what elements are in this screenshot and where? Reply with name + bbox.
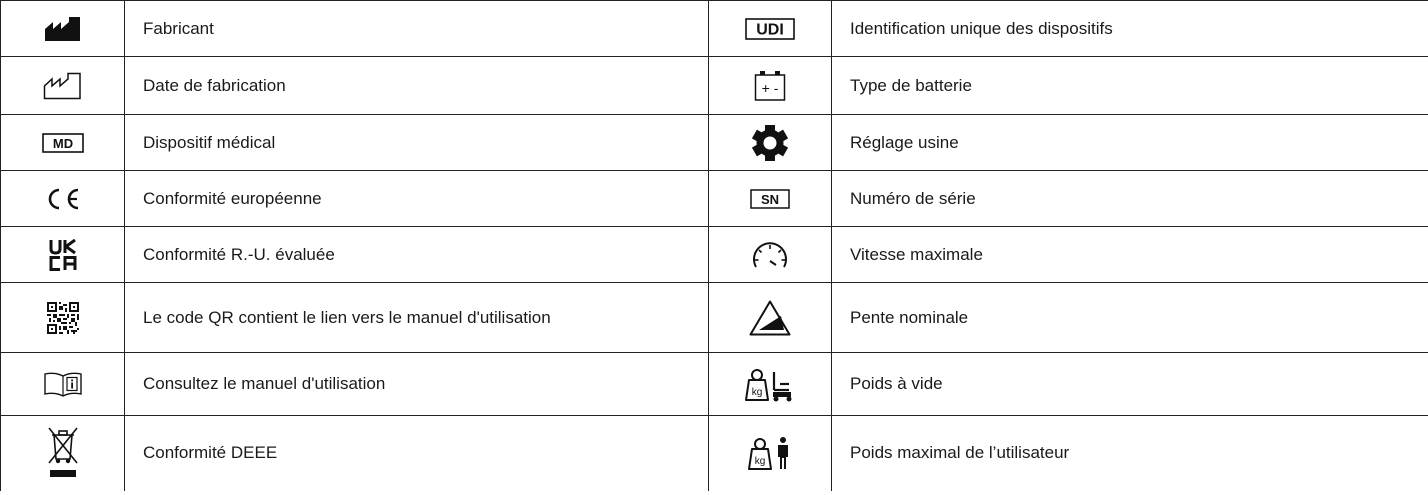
gear-icon — [751, 124, 789, 162]
icon-cell — [709, 227, 832, 283]
icon-cell — [1, 171, 125, 227]
symbol-description: Poids maximal de l’utilisateur — [832, 416, 1428, 491]
table-row — [1, 283, 1428, 353]
icon-cell — [709, 1, 832, 57]
svg-text:+ -: + - — [761, 79, 779, 96]
svg-text:MD: MD — [52, 135, 73, 151]
svg-text:UDI: UDI — [756, 21, 784, 38]
weee-crossed-bin-icon — [46, 425, 80, 481]
empty-weight-kg-wheelchair-icon — [745, 366, 795, 402]
symbol-description: Consultez le manuel d'utilisation — [125, 353, 709, 416]
symbol-description: Fabricant — [125, 1, 709, 57]
serial-number-sn-icon — [750, 189, 790, 209]
svg-text:kg: kg — [754, 456, 766, 468]
consult-manual-book-icon — [43, 371, 83, 397]
udi-icon — [745, 18, 795, 40]
symbol-description: Numéro de série — [832, 171, 1428, 227]
svg-text:kg: kg — [751, 387, 763, 398]
icon-cell — [709, 171, 832, 227]
table-row — [1, 353, 1428, 416]
icon-cell — [1, 416, 125, 491]
slope-triangle-icon — [748, 299, 792, 337]
icon-cell — [1, 115, 125, 171]
icon-cell — [1, 57, 125, 115]
qr-code-icon — [47, 302, 79, 334]
table-row — [1, 115, 1428, 171]
icon-cell — [709, 353, 832, 416]
table-row — [1, 171, 1428, 227]
symbol-description: Poids à vide — [832, 353, 1428, 416]
medical-device-md-icon — [42, 133, 84, 153]
ce-mark-icon — [44, 188, 82, 210]
max-user-weight-kg-person-icon — [748, 436, 792, 470]
symbol-description: Dispositif médical — [125, 115, 709, 171]
ukca-mark-icon — [48, 239, 78, 271]
symbol-description: Réglage usine — [832, 115, 1428, 171]
svg-text:SN: SN — [760, 191, 780, 207]
symbol-description: Conformité européenne — [125, 171, 709, 227]
manufacture-date-factory-outline-icon — [43, 72, 83, 100]
table-row — [1, 57, 1428, 115]
battery-icon — [754, 70, 786, 102]
table-row — [1, 416, 1428, 491]
icon-cell — [709, 115, 832, 171]
icon-cell — [1, 1, 125, 57]
symbol-description: Type de batterie — [832, 57, 1428, 115]
icon-cell — [1, 227, 125, 283]
table-row — [1, 1, 1428, 57]
symbol-description: Pente nominale — [832, 283, 1428, 353]
symbol-description: Le code QR contient le lien vers le manuel d'utilisation — [125, 283, 709, 353]
symbol-description: Date de fabrication — [125, 57, 709, 115]
icon-cell — [709, 57, 832, 115]
speedometer-icon — [749, 240, 791, 270]
table-row — [1, 227, 1428, 283]
icon-cell — [1, 283, 125, 353]
icon-cell — [709, 283, 832, 353]
symbol-description: Conformité DEEE — [125, 416, 709, 491]
symbol-description: Vitesse maximale — [832, 227, 1428, 283]
manufacturer-factory-filled-icon — [44, 16, 82, 42]
icon-cell — [709, 416, 832, 491]
symbol-description: Identification unique des dispositifs — [832, 1, 1428, 57]
symbol-description: Conformité R.-U. évaluée — [125, 227, 709, 283]
icon-cell — [1, 353, 125, 416]
